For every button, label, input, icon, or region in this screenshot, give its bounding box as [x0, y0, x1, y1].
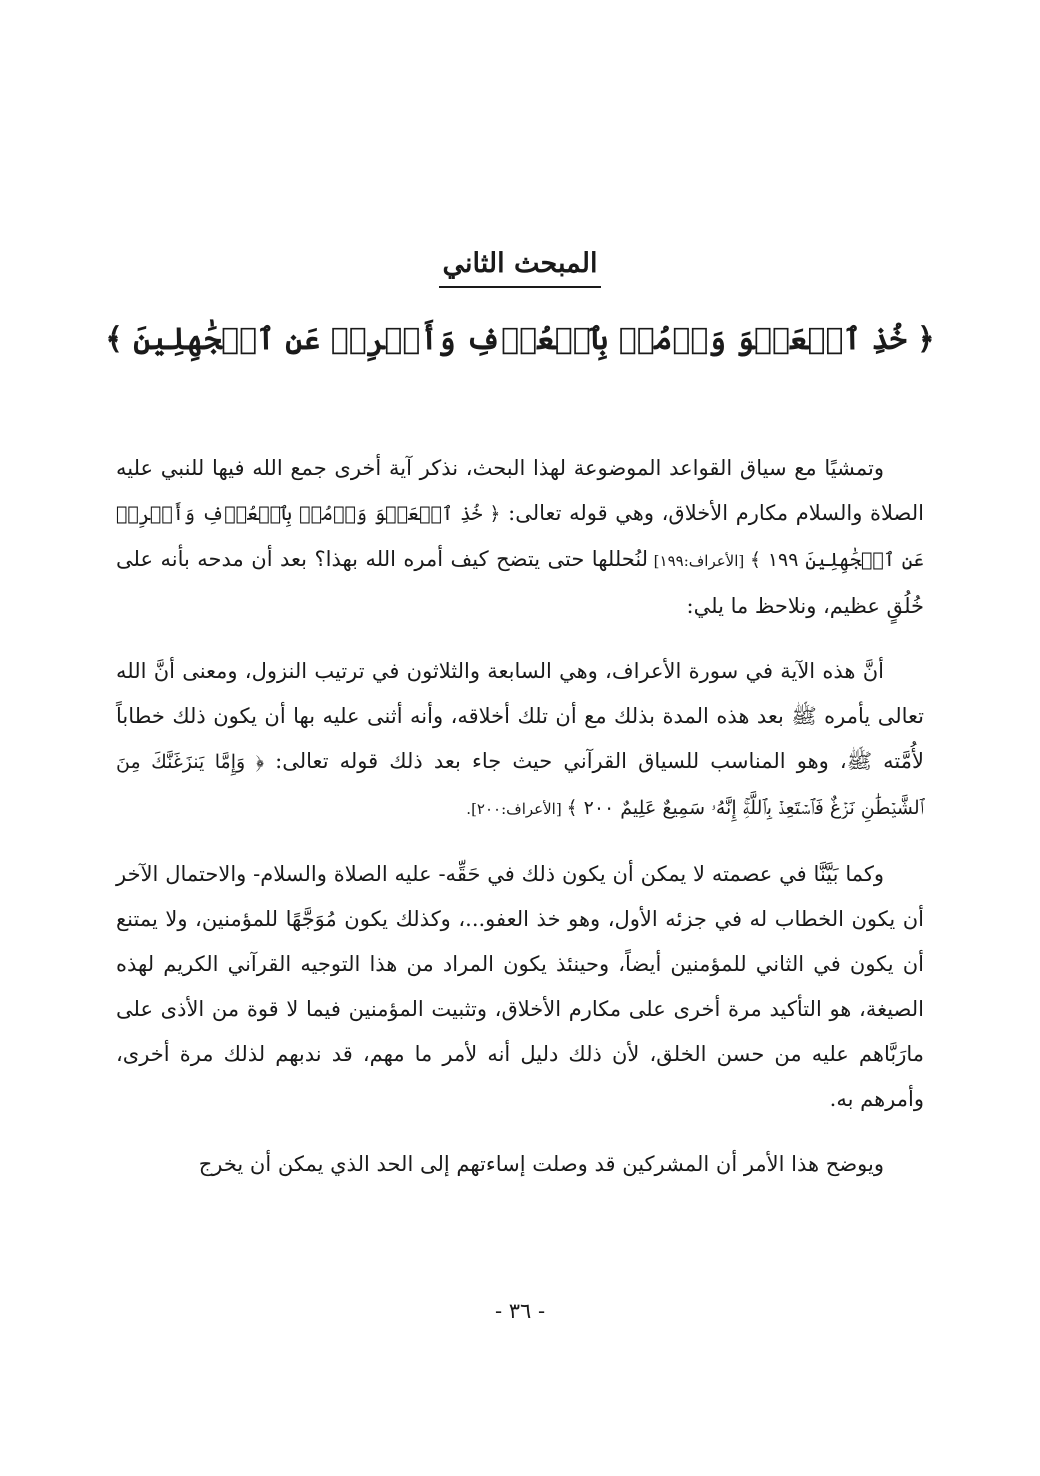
paragraph-1-reference: [الأعراف:١٩٩]	[648, 552, 750, 570]
paragraph-3: وكما بَيَّنَّا في عصمته لا يمكن أن يكون ذلك في حَقِّه- عليه الصلاة والسلام- والاحتمال الآخر أن يكون الخطاب له في جزئه الأول، وهو خذ العفو...، وكذلك يكون مُوَجَّهًا للمؤمنين، ولا يمتنع أن يكون في الثاني للمؤمنين أيضاً، وحينئذ يكون المراد من هذا التوجيه القرآني الكريم لهذه الصيغة، هو التأكيد مرة أخرى على مكارم الأخلاق، وتثبيت المؤمنين فيما لا قوة من الأذى على مارَبَّاهم عليه من حسن الخلق، لأن ذلك دليل أنه لأمر ما مهم، قد ندبهم لذلك مرة أخرى، وأمرهم به.	[116, 862, 924, 1111]
verse-title: ﴿ خُذِ ٱلۡعَفۡوَ وَأۡمُرۡ بِٱلۡعُرۡفِ وَأَعۡرِضۡ عَنِ ٱلۡجَٰهِلِينَ ﴾	[105, 322, 935, 357]
paragraph-1	[116, 446, 924, 629]
section-heading-container	[0, 246, 1040, 288]
body-text	[116, 446, 924, 1187]
paragraph-1-text-a: وتمشيًا مع سياق القواعد الموضوعة لهذا البحث، نذكر آية أخرى جمع الله فيها للنبي عليه الصلاة والسلام مكارم الأخلاق، وهي قوله تعالى:	[116, 456, 924, 525]
paragraph-4: ويوضح هذا الأمر أن المشركين قد وصلت إساءتهم إلى الحد الذي يمكن أن يخرج	[198, 1152, 884, 1176]
paragraph-2-reference: [الأعراف:٢٠٠].	[466, 800, 567, 818]
paragraph-2-verse: ﴿ وَإِمَّا يَنزَغَنَّكَ مِنَ ٱلشَّيۡطَٰنِ نَزۡغٌ فَٱسۡتَعِذۡ بِٱللَّهِۚ إِنَّهُۥ سَمِيعٌ عَلِيمٌ ٢٠٠ ﴾	[116, 751, 924, 819]
paragraph-1-verse: ﴿ خُذِ ٱلۡعَفۡوَ وَأۡمُرۡ بِٱلۡعُرۡفِ وَأَعۡرِضۡ عَنِ ٱلۡجَٰهِلِينَ ١٩٩ ﴾	[116, 503, 924, 571]
paragraph-2	[116, 649, 924, 832]
paragraph-2-text-a: أنَّ هذه الآية في سورة الأعراف، وهي السابعة والثلاثون في ترتيب النزول، ومعنى أنَّ الله تعالى يأمره ﷺ بعد هذه المدة بذلك مع أن تلك أخلاقه، وأنه أثنى عليه بها أن يكون ذلك خطاباً لأُمَّته ﷺ، وهو المناسب للسياق القرآني حيث جاء بعد ذلك قوله تعالى:	[116, 659, 924, 773]
section-heading: المبحث الثاني	[439, 246, 602, 288]
page-number: - ٣٦ -	[494, 1299, 546, 1323]
paragraph-1-text-b: لنُحللها حتى يتضح كيف أمره الله بهذا؟ بعد أن مدحه بأنه على خُلُقٍ عظيم، ونلاحظ ما يلي:	[116, 547, 924, 618]
